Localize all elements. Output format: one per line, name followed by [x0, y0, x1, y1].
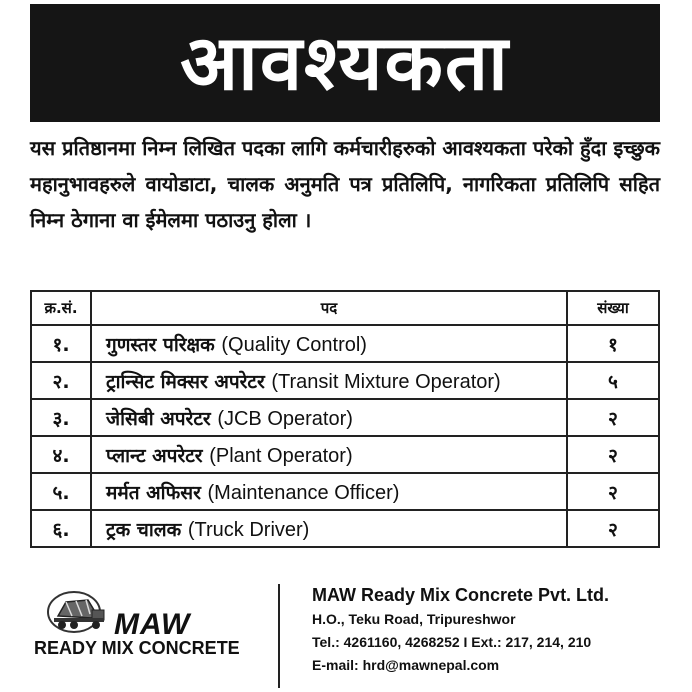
row-count: २: [567, 436, 659, 473]
header-count: संख्या: [567, 291, 659, 325]
post-nepali: ट्रक चालक: [106, 518, 182, 541]
company-email: E-mail: hrd@mawnepal.com: [312, 657, 500, 673]
post-english: (Quality Control): [221, 333, 367, 356]
post-nepali: गुणस्तर परिक्षक: [106, 333, 215, 356]
row-post: [91, 325, 567, 362]
post-english: (Truck Driver): [187, 518, 310, 541]
row-post: [91, 510, 567, 547]
post-nepali: प्लान्ट अपरेटर: [106, 444, 203, 467]
post-english: (Maintenance Officer): [207, 481, 400, 504]
job-advertisement: [30, 4, 660, 688]
row-serial: २.: [31, 362, 91, 399]
row-serial: ६.: [31, 510, 91, 547]
row-count: १: [567, 325, 659, 362]
page-title: आवश्यकता: [180, 18, 510, 107]
post-english: (Transit Mixture Operator): [271, 370, 501, 393]
intro-paragraph: यस प्रतिष्ठानमा निम्न लिखित पदका लागि कर्मचारीहरुको आवश्यकता परेको हुँदा इच्छुक महानुभावहरुले वायोडाटा, चालक अनुमति पत्र प्रतिलिपि, नागरिकता प्रतिलिपि सहित निम्न ठेगाना वा ईमेलमा पठाउनु होला ।: [30, 136, 660, 232]
row-count: २: [567, 399, 659, 436]
footer-divider: [278, 584, 280, 688]
post-english: (JCB Operator): [217, 407, 353, 430]
table-header-row: [31, 291, 659, 325]
company-logo: [30, 586, 270, 686]
row-post: [91, 473, 567, 510]
company-address: H.O., Teku Road, Tripureshwor: [312, 611, 516, 627]
table-row: [31, 325, 659, 362]
vacancy-table: [30, 290, 660, 548]
row-count: ५: [567, 362, 659, 399]
post-nepali: मर्मत अफिसर: [106, 481, 201, 504]
row-serial: ३.: [31, 399, 91, 436]
company-name: MAW Ready Mix Concrete Pvt. Ltd.: [312, 585, 610, 605]
row-serial: ४.: [31, 436, 91, 473]
mixer-truck-icon: [44, 586, 114, 638]
post-nepali: जेसिबी अपरेटर: [106, 407, 211, 430]
post-english: (Plant Operator): [209, 444, 353, 467]
row-count: २: [567, 510, 659, 547]
table-row: [31, 510, 659, 547]
row-post: [91, 362, 567, 399]
table-row: [31, 473, 659, 510]
logo-brand: MAW: [114, 608, 191, 641]
row-post: [91, 436, 567, 473]
header-banner: [30, 4, 660, 122]
row-post: [91, 399, 567, 436]
row-serial: १.: [31, 325, 91, 362]
table-row: [31, 399, 659, 436]
table-row: [31, 362, 659, 399]
row-serial: ५.: [31, 473, 91, 510]
contact-block: [312, 582, 662, 677]
company-phone: Tel.: 4261160, 4268252 I Ext.: 217, 214, 210: [312, 634, 592, 650]
header-serial: क्र.सं.: [31, 291, 91, 325]
header-post: पद: [91, 291, 567, 325]
post-nepali: ट्रान्सिट मिक्सर अपरेटर: [106, 370, 265, 393]
row-count: २: [567, 473, 659, 510]
logo-name: READY MIX CONCRETE: [34, 638, 240, 658]
table-row: [31, 436, 659, 473]
